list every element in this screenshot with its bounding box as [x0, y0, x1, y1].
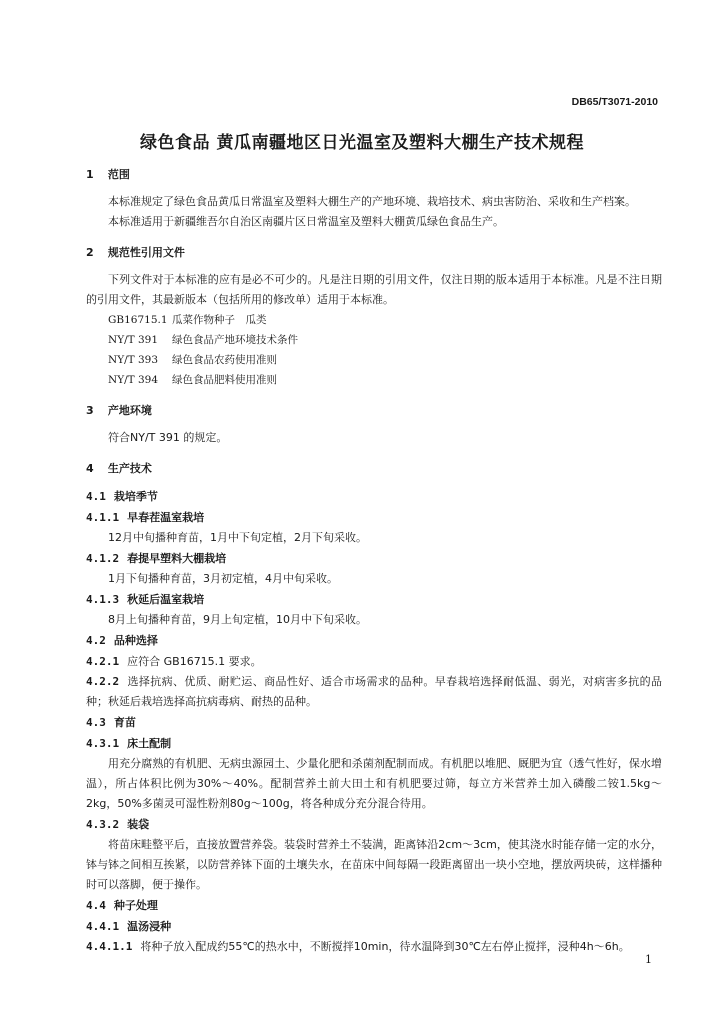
- section-4-3-1-heading: 4.3.1 床土配制: [86, 737, 172, 750]
- section-4-1-3-heading: 4.1.3 秋延后温室栽培: [86, 593, 205, 606]
- section-4-3-2-heading: 4.3.2 装袋: [86, 818, 150, 831]
- section-4-3-2-text: 将苗床畦整平后，直接放置营养袋。装袋时营养土不装满，距离钵沿2cm～3cm，使其浇水时能存储一定的水分，钵与钵之间相互挨紧，以防营养钵下面的土壤失水，在苗床中间每隔一段距离留出一块小空地，摆放两块砖，这样播种时可以落脚，便于操作。: [86, 838, 662, 891]
- section-4-1-2-heading: 4.1.2 春提早塑料大棚栽培: [86, 552, 227, 565]
- section-1-paragraph-1: 本标准规定了绿色食品黄瓜日常温室及塑料大棚生产的产地环境、栽培技术、病虫害防治、采收和生产档案。: [108, 195, 636, 208]
- reference-item: GB16715.1 瓜菜作物种子 瓜类: [108, 314, 267, 326]
- section-4-1-1-heading: 4.1.1 早春茬温室栽培: [86, 511, 205, 524]
- section-4-1-2-text: 1月下旬播种育苗，3月初定植，4月中旬采收。: [108, 572, 338, 585]
- section-2-intro: 下列文件对于本标准的应有是必不可少的。凡是注日期的引用文件，仅注日期的版本适用于本标准。凡是不注日期的引用文件，其最新版本（包括所用的修改单）适用于本标准。: [86, 273, 662, 306]
- section-4-1-3-text: 8月上旬播种育苗，9月上旬定植，10月中下旬采收。: [108, 613, 367, 626]
- section-4-2-2: 4.2.2 选择抗病、优质、耐贮运、商品性好、适合市场需求的品种。早春栽培选择耐低温、弱光，对病害多抗的品种；秋延后栽培选择高抗病毒病、耐热的品种。: [86, 675, 662, 708]
- section-4-4-1-heading: 4.4.1 温汤浸种: [86, 920, 172, 933]
- section-4-2-1: 4.2.1 应符合 GB16715.1 要求。: [86, 655, 262, 668]
- reference-item: NY/T 394 绿色食品肥料使用准则: [108, 374, 277, 386]
- section-3-text: 符合NY/T 391 的规定。: [108, 431, 228, 444]
- section-4-4-1-1: 4.4.1.1 将种子放入配成约55℃的热水中，不断搅拌10min，待水温降到30℃左右停止搅拌，浸种4h～6h。: [86, 940, 630, 953]
- section-4-1-1-text: 12月中旬播种育苗，1月中下旬定植，2月下旬采收。: [108, 531, 367, 544]
- section-3-heading: 3 产地环境: [86, 404, 152, 417]
- standard-code: DB65/T3071-2010: [571, 96, 658, 108]
- section-2-heading: 2 规范性引用文件: [86, 246, 185, 259]
- document-body: [86, 164, 662, 957]
- section-1-heading: 1 范围: [86, 168, 130, 181]
- page-number: 1: [645, 953, 652, 966]
- section-4-3-1-text: 用充分腐熟的有机肥、无病虫源园土、少量化肥和杀菌剂配制而成。有机肥以堆肥、厩肥为宜（透气性好，保水增温），所占体积比例为30%～40%。配制营养土前大田土和有机肥要过筛，每立方米营养土加入磷酸二铵1.5kg～2kg，50%多菌灵可湿性粉剂80g～100g，将各种成分充分混合待用。: [86, 757, 662, 810]
- reference-list: [86, 310, 662, 390]
- document-title: 绿色食品 黄瓜南疆地区日光温室及塑料大棚生产技术规程: [140, 133, 584, 153]
- reference-item: NY/T 391 绿色食品产地环境技术条件: [108, 334, 298, 346]
- section-4-4-heading: 4.4 种子处理: [86, 899, 158, 912]
- section-4-1-heading: 4.1 栽培季节: [86, 490, 158, 503]
- reference-item: NY/T 393 绿色食品农药使用准则: [108, 354, 277, 366]
- section-4-2-heading: 4.2 品种选择: [86, 634, 158, 647]
- section-1-paragraph-2: 本标准适用于新疆维吾尔自治区南疆片区日常温室及塑料大棚黄瓜绿色食品生产。: [108, 215, 504, 228]
- section-4-3-heading: 4.3 育苗: [86, 716, 136, 729]
- section-4-heading: 4 生产技术: [86, 462, 152, 475]
